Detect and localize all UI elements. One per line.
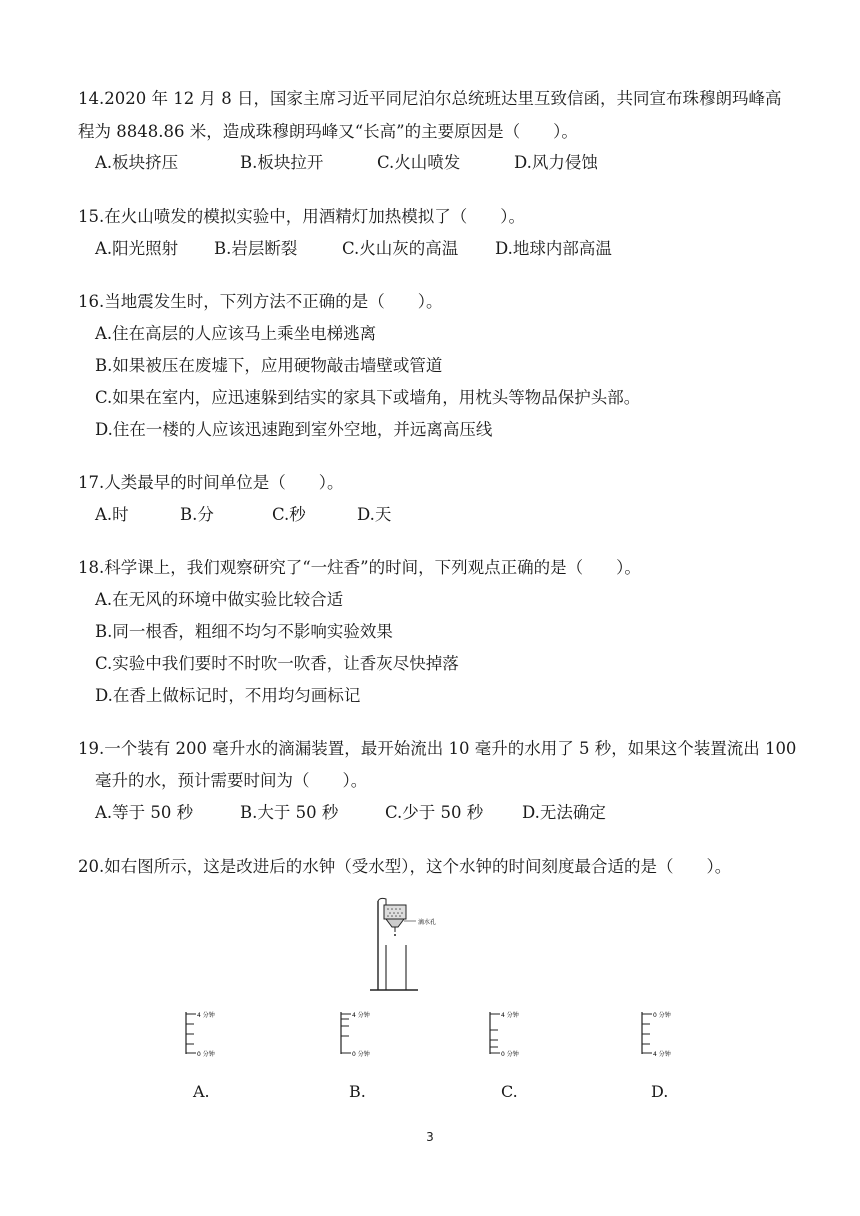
scale-d-bottom-label: 4 分钟 (653, 1051, 671, 1058)
scale-c-top-label: 4 分钟 (501, 1012, 519, 1019)
choice-c-label: C. (501, 1082, 518, 1101)
question-17-option-c: C.秒 (272, 505, 306, 524)
choice-a-label: A. (193, 1082, 210, 1101)
question-18-line-1: 18.科学课上，我们观察研究了“一炷香”的时间，下列观点正确的是（ ）。 (78, 558, 641, 577)
page-number: 3 (426, 1130, 434, 1144)
scale-c (486, 1008, 556, 1063)
choice-d-label: D. (651, 1082, 669, 1101)
question-18-option-b: B.同一根香，粗细不均匀不影响实验效果 (95, 622, 393, 641)
scale-d-top-label: 0 分钟 (653, 1012, 671, 1019)
question-19-line-2: 毫升的水，预计需要时间为（ ）。 (95, 771, 368, 790)
question-17-option-b: B.分 (180, 505, 214, 524)
question-19-option-c: C.少于 50 秒 (385, 803, 484, 822)
question-17-line-1: 17.人类最早的时间单位是（ ）。 (78, 473, 344, 492)
question-19-option-b: B.大于 50 秒 (240, 803, 339, 822)
upper-container (384, 905, 406, 919)
scale-d (638, 1008, 708, 1063)
question-18-option-c: C.实验中我们要时不时吹一吹香，让香灰尽快掉落 (95, 654, 459, 673)
scale-c-bottom-label: 0 分钟 (501, 1051, 519, 1058)
question-20-line-1: 20.如右图所示，这是改进后的水钟（受水型），这个水钟的时间刻度最合适的是（ ）。 (78, 857, 732, 876)
funnel (386, 919, 404, 927)
question-16-option-a: A.住在高层的人应该马上乘坐电梯逃离 (95, 324, 377, 343)
water-drop (394, 934, 396, 936)
scale-b-bottom-label: 0 分钟 (352, 1051, 370, 1058)
question-16-option-d: D.住在一楼的人应该迅速跑到室外空地，并远离高压线 (95, 420, 493, 439)
scale-b-top-label: 4 分钟 (352, 1012, 370, 1019)
question-14-option-a: A.板块挤压 (95, 153, 179, 172)
question-17-option-a: A.时 (95, 505, 129, 524)
question-14-option-c: C.火山喷发 (377, 153, 461, 172)
scale-a (182, 1008, 252, 1063)
question-15-line-1: 15.在火山喷发的模拟实验中，用酒精灯加热模拟了（ ）。 (78, 207, 525, 226)
scale-b (337, 1008, 407, 1063)
question-16-option-b: B.如果被压在废墟下，应用硬物敲击墙壁或管道 (95, 356, 443, 375)
question-14-line-2: 程为 8848.86 米，造成珠穆朗玛峰又“长高”的主要原因是（ ）。 (78, 122, 578, 141)
question-18-option-d: D.在香上做标记时，不用均匀画标记 (95, 686, 361, 705)
stand-arm (378, 898, 386, 905)
question-15-option-a: A.阳光照射 (95, 239, 179, 258)
question-16-option-c: C.如果在室内，应迅速躲到结实的家具下或墙角，用枕头等物品保护头部。 (95, 388, 641, 407)
question-16-line-1: 16.当地震发生时，下列方法不正确的是（ ）。 (78, 292, 443, 311)
question-14-line-1: 14.2020 年 12 月 8 日，国家主席习近平同尼泊尔总统班达里互致信函，共同宣布珠穆朗玛峰高 (78, 89, 782, 108)
choice-b-label: B. (349, 1082, 366, 1101)
question-14-option-b: B.板块拉开 (240, 153, 324, 172)
question-19-option-d: D.无法确定 (522, 803, 606, 822)
question-19-line-1: 19.一个装有 200 毫升水的滴漏装置，最开始流出 10 毫升的水用了 5 秒，如果这个装置流出 100 (78, 739, 797, 758)
scale-a-bottom-label: 0 分钟 (197, 1051, 215, 1058)
question-15-option-b: B.岩层断裂 (214, 239, 298, 258)
question-15-option-c: C.火山灰的高温 (342, 239, 459, 258)
question-19-option-a: A.等于 50 秒 (95, 803, 194, 822)
question-14-option-d: D.风力侵蚀 (514, 153, 598, 172)
question-18-option-a: A.在无风的环境中做实验比较合适 (95, 590, 344, 609)
water-clock-figure (360, 895, 460, 995)
hole-label: 滴水孔 (418, 919, 437, 926)
question-15-option-d: D.地球内部高温 (495, 239, 612, 258)
scale-a-top-label: 4 分钟 (197, 1012, 215, 1019)
question-17-option-d: D.天 (357, 505, 392, 524)
